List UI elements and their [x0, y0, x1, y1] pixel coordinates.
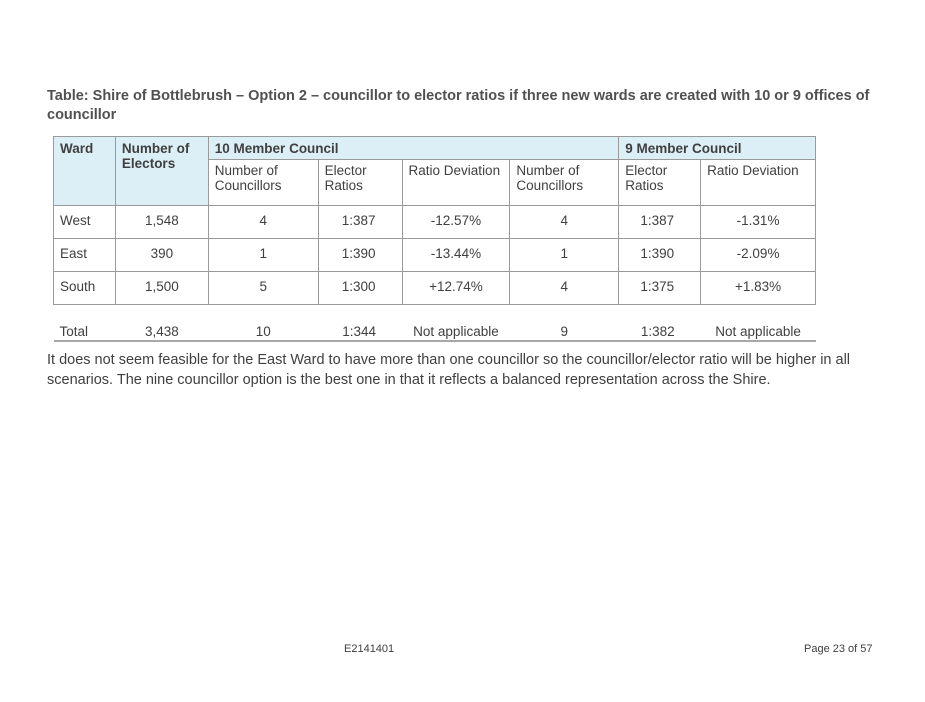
header-councillors-9: Number of Councillors [510, 160, 619, 206]
cell-ratio-9: 1:390 [619, 239, 701, 272]
cell-electors: 1,500 [115, 272, 208, 305]
header-ward: Ward [54, 137, 116, 206]
cell-ratio-10: 1:300 [318, 272, 402, 305]
footer-page-number: Page 23 of 57 [804, 643, 873, 655]
cell-ratio-9: 1:375 [619, 272, 701, 305]
total-councillors-10: 10 [208, 305, 318, 342]
cell-deviation-9: -1.31% [701, 206, 816, 239]
header-ratio-deviation-9: Ratio Deviation [701, 160, 816, 206]
cell-ratio-9: 1:387 [619, 206, 701, 239]
header-councillors-10: Number of Councillors [208, 160, 318, 206]
cell-councillors-9: 4 [510, 206, 619, 239]
cell-councillors-9: 1 [510, 239, 619, 272]
cell-deviation-10: +12.74% [402, 272, 510, 305]
body-paragraph: It does not seem feasible for the East Ward to have more than one councillor so the councillor/elector ratio will be higher in all scenarios. The nine councillor option is the best one in that it reflects a balanced representation across the Shire. [47, 352, 851, 388]
total-label: Total [54, 305, 116, 342]
header-elector-ratios-9: Elector Ratios [619, 160, 701, 206]
cell-ratio-10: 1:387 [318, 206, 402, 239]
header-10-member-council: 10 Member Council [208, 137, 618, 160]
table-row [54, 272, 816, 305]
cell-councillors-10: 1 [208, 239, 318, 272]
cell-councillors-10: 5 [208, 272, 318, 305]
table-caption: Table: Shire of Bottlebrush – Option 2 – councillor to elector ratios if three new wards are created with 10 or 9 offices of councillor [47, 88, 870, 123]
cell-councillors-9: 4 [510, 272, 619, 305]
table-row [54, 239, 816, 272]
total-deviation-10: Not applicable [402, 305, 510, 342]
table-row [54, 206, 816, 239]
total-ratio-9: 1:382 [619, 305, 701, 342]
cell-electors: 390 [115, 239, 208, 272]
total-row [54, 305, 816, 342]
header-elector-ratios-10: Elector Ratios [318, 160, 402, 206]
header-electors: Number of Electors [115, 137, 208, 206]
cell-deviation-10: -12.57% [402, 206, 510, 239]
total-councillors-9: 9 [510, 305, 619, 342]
header-9-member-council: 9 Member Council [619, 137, 816, 160]
cell-deviation-9: +1.83% [701, 272, 816, 305]
cell-deviation-9: -2.09% [701, 239, 816, 272]
total-deviation-9: Not applicable [701, 305, 816, 342]
cell-ward: South [54, 272, 116, 305]
cell-councillors-10: 4 [208, 206, 318, 239]
total-electors: 3,438 [115, 305, 208, 342]
footer-document-code: E2141401 [344, 643, 395, 655]
cell-ratio-10: 1:390 [318, 239, 402, 272]
total-ratio-10: 1:344 [318, 305, 402, 342]
cell-ward: East [54, 239, 116, 272]
cell-ward: West [54, 206, 116, 239]
councillor-ratio-table [53, 136, 816, 342]
header-ratio-deviation-10: Ratio Deviation [402, 160, 510, 206]
cell-electors: 1,548 [115, 206, 208, 239]
cell-deviation-10: -13.44% [402, 239, 510, 272]
